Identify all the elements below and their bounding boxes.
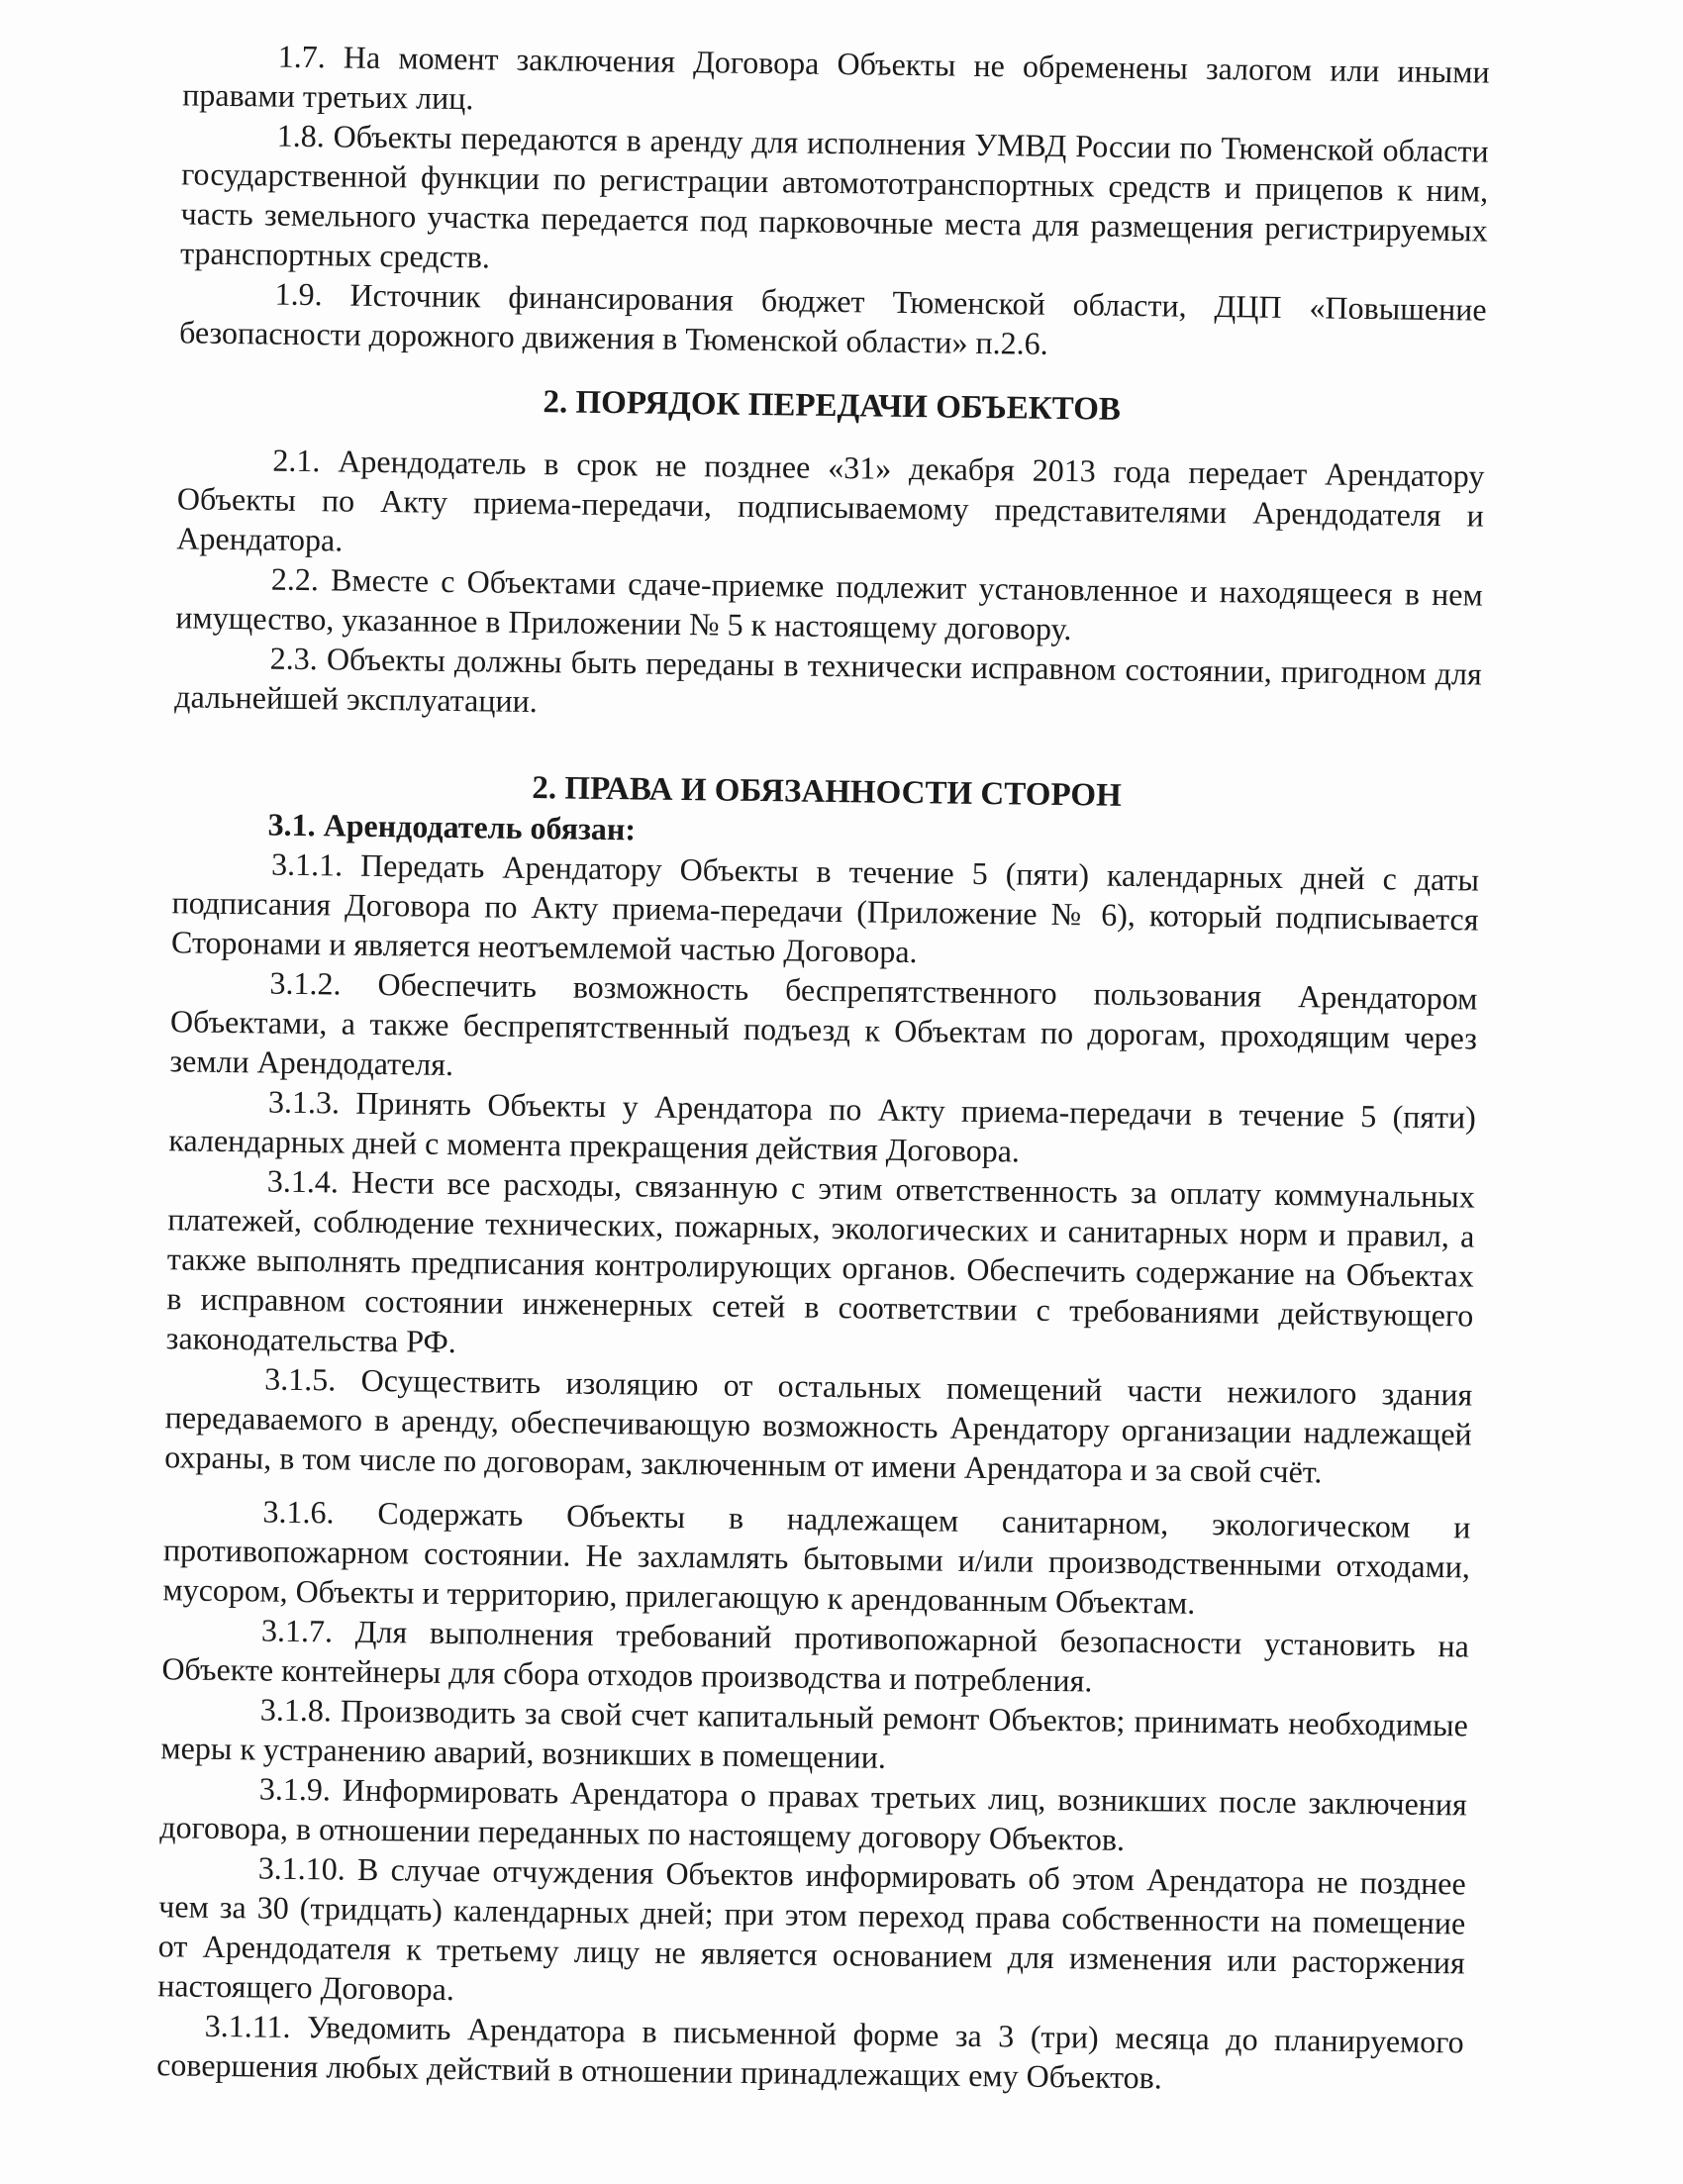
section-3-1-subheading: 3.1. Арендодатель обязан: (267, 806, 637, 847)
paragraph-2-2: 2.2. Вместе с Объектами сдаче-приемке подлежит установленное и находящееся в нем имущество, указанное в Приложении № 5 к настоящему договору. (175, 560, 1484, 647)
paragraph-2-3: 2.3. Объекты должны быть переданы в технически исправном состоянии, пригодном для дальнейшей эксплуатации. (174, 640, 1482, 720)
section-3-heading: 2. ПРАВА И ОБЯЗАННОСТИ СТОРОН (532, 770, 1123, 814)
paragraph-3-1-10: 3.1.10. В случае отчуждения Объектов информировать об этом Арендатора не позднее чем за 30 (тридцать) календарных дней; при этом переход права собственности на помещение от Арендодателя к третьему лицу не является основанием для изменения или расторжения настоящего Договора. (157, 1849, 1466, 2008)
document-body (156, 35, 1490, 2101)
paragraph-3-1-8: 3.1.8. Производить за свой счет капитальный ремонт Объектов; принимать необходимые меры к устранению аварий, возникших в помещении. (160, 1691, 1469, 1775)
paragraph-3-1-7: 3.1.7. Для выполнения требований противопожарной безопасности установить на Объекте контейнеры для сбора отходов производства и потребления. (161, 1612, 1470, 1699)
paragraph-3-1-11: 3.1.11. Уведомить Арендатора в письменной форме за 3 (три) месяца до планируемого совершения любых действий в отношении принадлежащих ему Объектов. (155, 2007, 1464, 2096)
paragraph-3-1-1: 3.1.1. Передать Арендатору Объекты в течение 5 (пяти) календарных дней с даты подписания Договора по Акту приема-передачи (Приложение № 6), который подписывается Сторонами и является неотъемлемой частью Договора. (170, 845, 1480, 970)
paragraph-1-9: 1.9. Источник финансирования бюджет Тюменской области, ДЦП «Повышение безопасности дорожного движения в Тюменской области» п.2.6. (178, 275, 1487, 361)
paragraph-1-8: 1.8. Объекты передаются в аренду для исполнения УМВД России по Тюменской области государственной функции по регистрации автомототранспортных средств и прицепов к ним, часть земельного участка передается под парковочные места для размещения регистрируемых транспортных средств. (179, 117, 1489, 275)
paragraph-3-1-3: 3.1.3. Принять Объекты у Арендатора по Акту приема-передачи в течение 5 (пяти) календарных дней с момента прекращения действия Договора. (168, 1083, 1477, 1169)
section-2-heading: 2. ПОРЯДОК ПЕРЕДАЧИ ОБЪЕКТОВ (543, 384, 1122, 428)
paragraph-3-1-4: 3.1.4. Нести все расходы, связанную с этим ответственность за оплату коммунальных платежей, соблюдение технических, пожарных, экологических и санитарных норм и правил, а также выполнять предписания контролирующих органов. Обеспечить содержание на Объектах в исправном состоянии инженерных сетей в соответствии с требованиями действующего законодательства РФ. (165, 1162, 1476, 1360)
paragraph-2-1: 2.1. Арендодатель в срок не позднее «31» декабря 2013 года передает Арендатору Объекты по Акту приема-передачи, подписываемому представителями Арендодателя и Арендатора. (176, 442, 1485, 558)
paragraph-3-1-6: 3.1.6. Содержать Объекты в надлежащем санитарном, экологическом и противопожарном состоянии. Не захламлять бытовыми и/или производственными отходами, мусором, Объекты и территорию, прилегающую к арендованным Объектам. (162, 1493, 1471, 1621)
paragraph-3-1-9: 3.1.9. Информировать Арендатора о правах третьих лиц, возникших после заключения договора, в отношении переданных по настоящему договору Объектов. (159, 1770, 1468, 1857)
paragraph-3-1-2: 3.1.2. Обеспечить возможность беспрепятственного пользования Арендатором Объектами, а также беспрепятственный подъезд к Объектам по дорогам, проходящим через земли Арендодателя. (169, 964, 1478, 1083)
paragraph-1-7: 1.7. На момент заключения Договора Объекты не обременены залогом или иными правами третьих лиц. (182, 38, 1490, 117)
paragraph-3-1-5: 3.1.5. Осуществить изоляцию от остальных помещений части нежилого здания передаваемого в аренду, обеспечивающую возможность Арендатору организации надлежащей охраны, в том числе по договорам, заключенным от имени Арендатора и за свой счёт. (164, 1360, 1473, 1490)
